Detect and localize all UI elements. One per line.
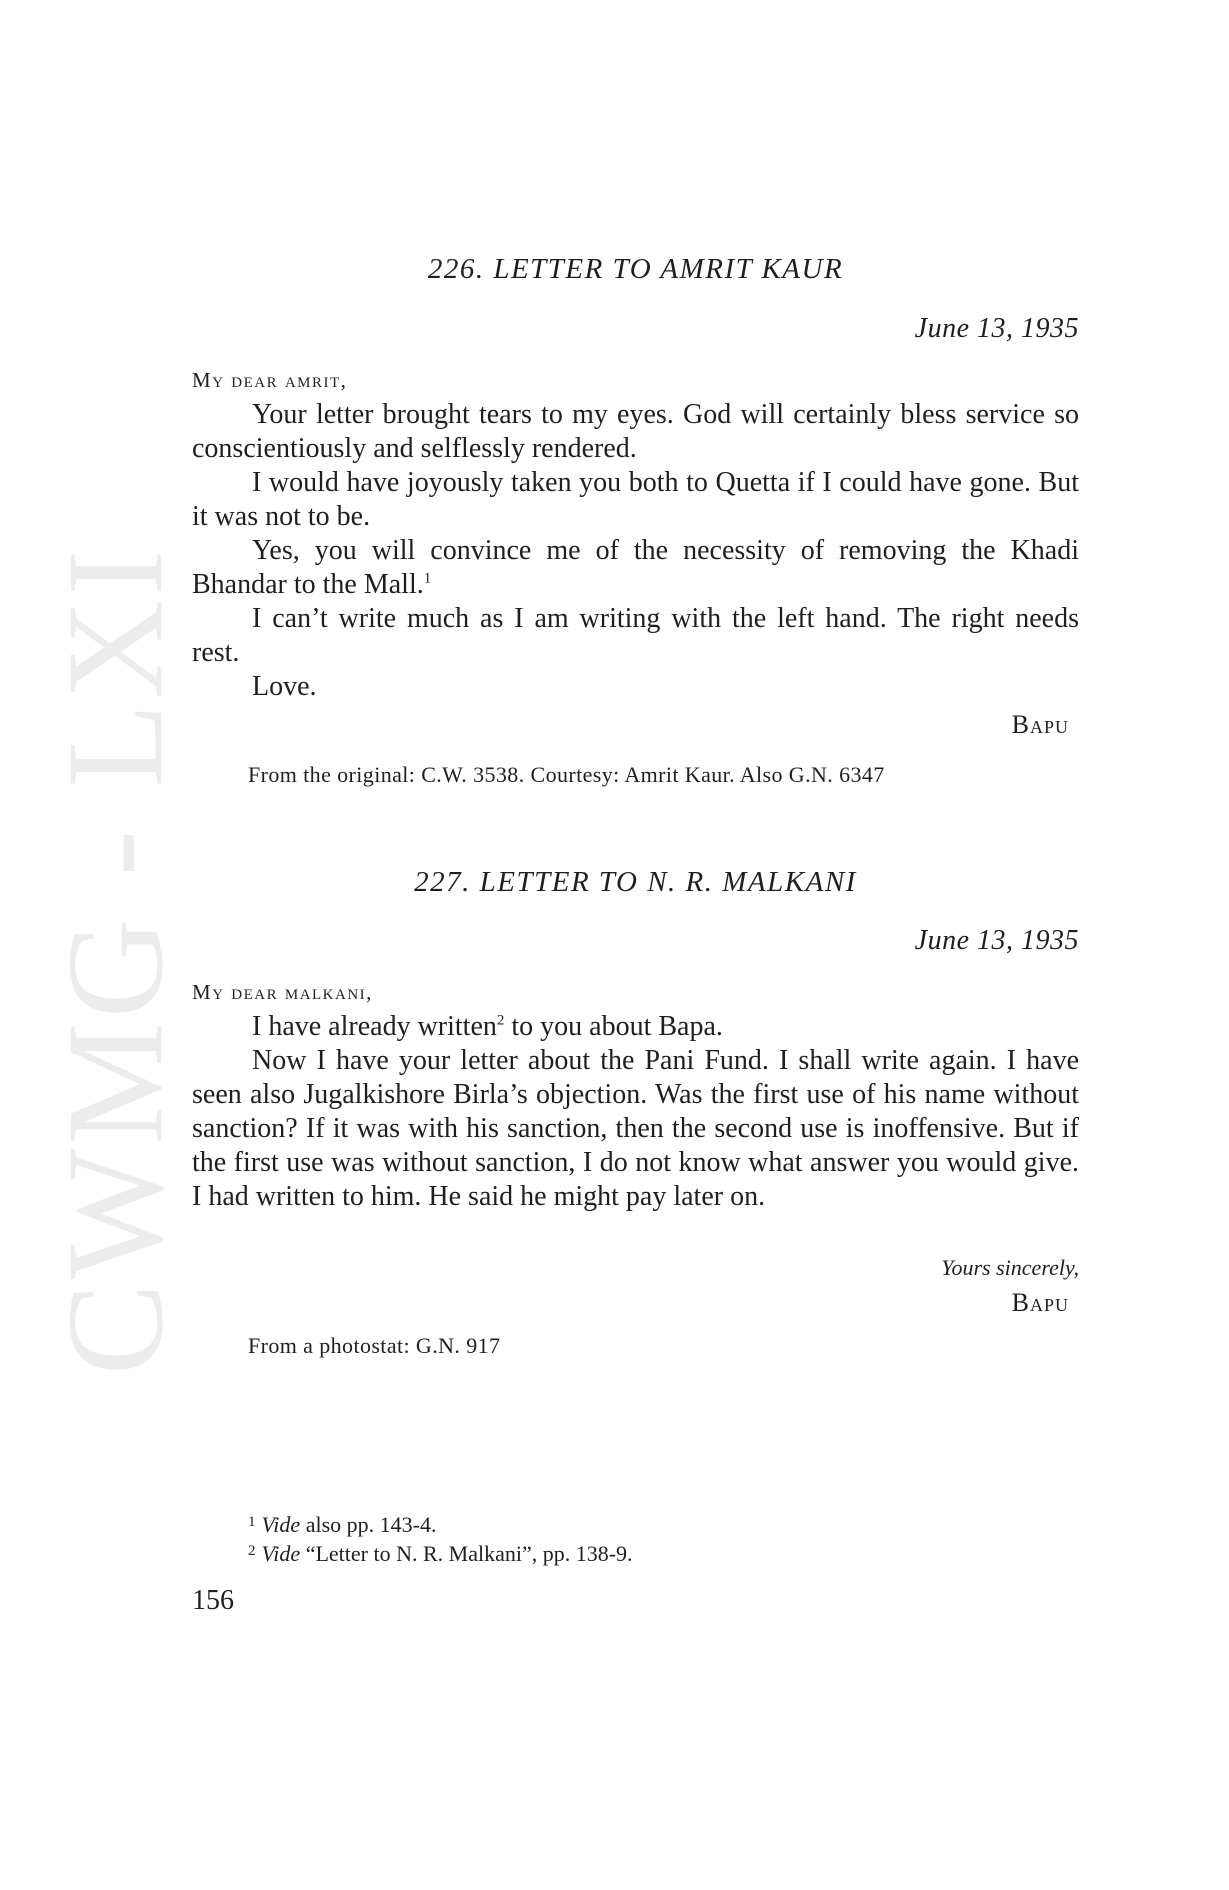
paragraph: Now I have your letter about the Pani Fund. I shall write again. I have seen also Jugalkishore Birla’s objection. Was the first use of his name without sanction? If it was with his sanction, then the second use is inoffensive. But if the first use was without sanction, I do not know what answer you would give. I had written to him. He said he might pay later on. [192,1045,1079,1212]
letter-heading: 227. LETTER TO N. R. MALKANI [414,866,857,898]
footnote-mark: 2 [248,1543,256,1559]
letter-body [192,1010,1079,1214]
signature: Bapu [1011,710,1069,739]
signature: Bapu [1011,1288,1069,1317]
footnotes [248,1510,633,1568]
paragraph: I can’t write much as I am writing with the left hand. The right needs rest. [192,603,1079,668]
letter-heading: 226. LETTER TO AMRIT KAUR [427,253,844,285]
closing: Yours sincerely, [941,1255,1079,1280]
footnote-text: also pp. 143-4. [300,1512,437,1537]
salutation: My dear malkani, [192,980,373,1004]
watermark [20,510,210,1410]
paragraph: I would have joyously taken you both to Quetta if I could have gone. But it was not to be. [192,467,1079,532]
footnote-vide: Vide [261,1512,301,1537]
footnote [248,1539,633,1568]
footnote [248,1510,633,1539]
salutation: My dear amrit, [192,368,348,392]
paragraph-text: Yes, you will convince me of the necessity of removing the Khadi Bhandar to the Mall. [192,535,1079,600]
paragraph [192,1010,1079,1044]
footnote-ref: 1 [423,570,432,587]
paragraph [192,534,1079,602]
footnote-mark: 1 [248,1514,256,1530]
footnote-ref: 2 [496,1012,505,1029]
page-number: 156 [192,1585,234,1616]
footnote-vide: Vide [261,1541,301,1566]
source-note: From a photostat: G.N. 917 [248,1333,501,1358]
source-note: From the original: C.W. 3538. Courtesy: Amrit Kaur. Also G.N. 6347 [248,762,885,787]
paragraph-text: to you about Bapa. [504,1011,723,1042]
paragraph: Your letter brought tears to my eyes. God will certainly bless service so conscientiously and selflessly rendered. [192,399,1079,464]
letter-body [192,398,1079,704]
letter-date: June 13, 1935 [914,925,1079,956]
paragraph: Love. [252,671,317,702]
watermark-text: CWMG - LXI [38,545,192,1375]
letter-date: June 13, 1935 [914,313,1079,344]
footnote-text: “Letter to N. R. Malkani”, pp. 138-9. [300,1541,633,1566]
paragraph-text: I have already written [252,1011,497,1042]
